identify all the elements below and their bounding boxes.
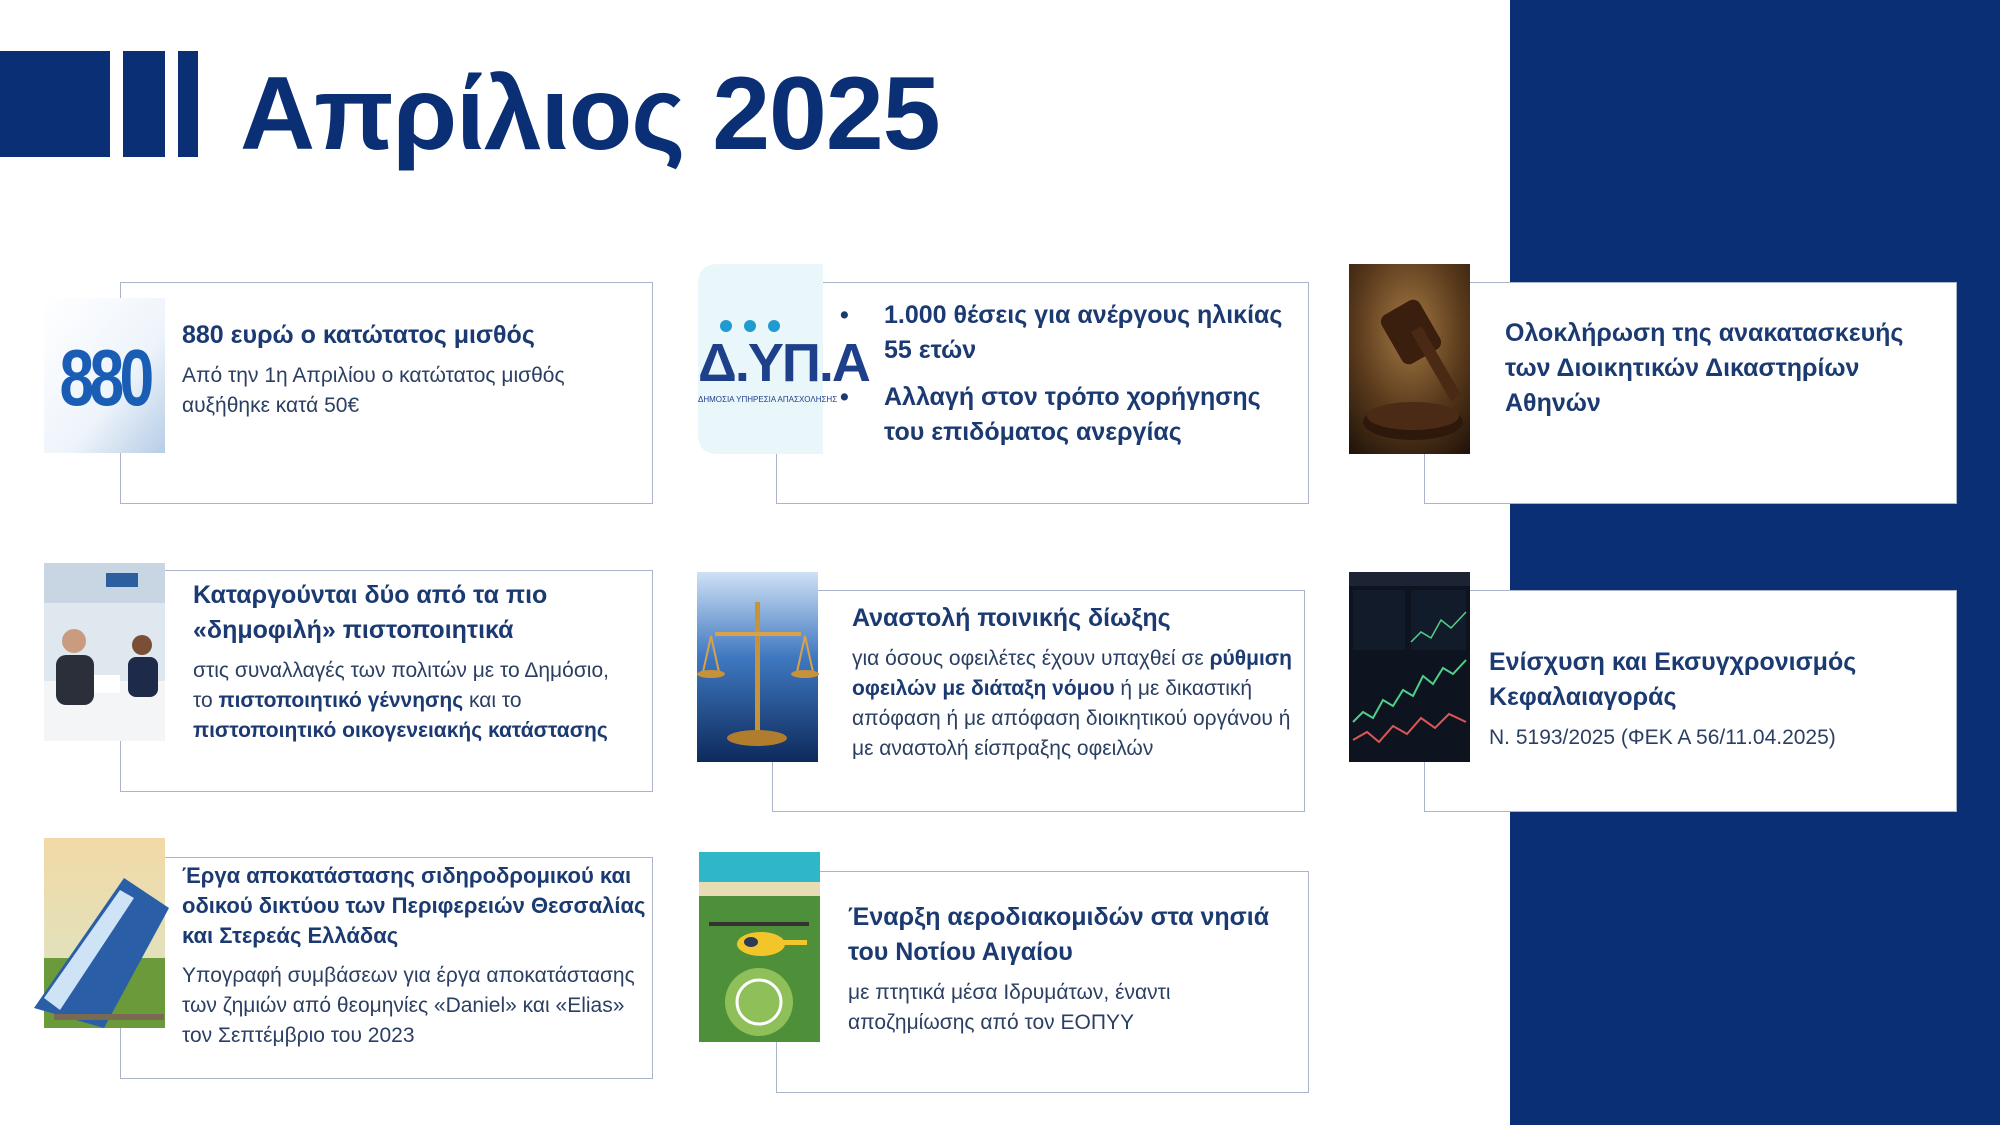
capital-market-text	[1489, 645, 1929, 753]
prosecution-body-2: ή με δικαστική απόφαση ή με απόφαση διοικητικού οργάνου ή με αναστολή είσπραξης οφειλών	[852, 677, 1291, 760]
courts-text	[1505, 316, 1935, 421]
wage-heading: 880 ευρώ ο κατώτατος μισθός	[182, 321, 535, 349]
certificates-body-2: και το	[463, 689, 522, 712]
air-medical-body: με πτητικά μέσα Ιδρυμάτων, έναντι αποζημίωσης από τον ΕΟΠΥΥ	[848, 981, 1171, 1034]
stock-market-chart-image	[1349, 572, 1470, 762]
courts-heading: Ολοκλήρωση της ανακατασκευής των Διοικητικών Δικαστηρίων Αθηνών	[1505, 319, 1904, 417]
air-medical-heading: Έναρξη αεροδιακομιδών στα νησιά του Νοτίου Αιγαίου	[848, 903, 1270, 966]
capital-market-body: Ν. 5193/2025 (ΦΕΚ Α 56/11.04.2025)	[1489, 726, 1836, 749]
title-decoration-block	[0, 51, 110, 157]
dypa-text	[836, 298, 1306, 462]
scales-of-justice-image	[697, 572, 818, 762]
wage-body: Από την 1η Απριλίου ο κατώτατος μισθός αυξήθηκε κατά 50€	[182, 364, 565, 417]
page-title: Απρίλιος 2025	[240, 56, 940, 172]
dypa-logo-image	[698, 264, 869, 454]
wage-880-image	[44, 298, 165, 453]
prosecution-body-1: για όσους οφειλέτες έχουν υπαχθεί σε	[852, 647, 1210, 670]
train-photo	[44, 838, 165, 1028]
certificates-body	[193, 656, 633, 746]
wage-880-logo-text: 880	[59, 333, 150, 422]
capital-market-heading: Ενίσχυση και Εκσυγχρονισμός Κεφαλαιαγοράς	[1489, 648, 1857, 711]
citizens-service-photo	[44, 563, 165, 741]
rail-text	[182, 861, 652, 1051]
dypa-bullet-2: • Αλλαγή στον τρόπο χορήγησης του επιδόματος ανεργίας	[836, 380, 1306, 450]
air-medical-text	[848, 900, 1298, 1038]
right-blue-band	[1510, 0, 2000, 1125]
wage-text	[182, 318, 632, 421]
certificates-body-bold-2: πιστοποιητικό οικογενειακής κατάστασης	[193, 719, 608, 742]
certificates-text	[193, 578, 633, 746]
prosecution-body	[852, 644, 1292, 764]
title-decoration-bar-2	[178, 51, 198, 157]
dypa-bullet-list	[836, 298, 1306, 450]
certificates-body-bold-1: πιστοποιητικό γέννησης	[218, 689, 464, 712]
rail-body: Υπογραφή συμβάσεων για έργα αποκατάστασης των ζημιών από θεομηνίες «Daniel» και «Elias» τον Σεπτέμβριο του 2023	[182, 964, 635, 1047]
prosecution-heading: Αναστολή ποινικής δίωξης	[852, 604, 1171, 632]
prosecution-text	[852, 601, 1292, 764]
certificates-body-1: στις συναλλαγές των πολιτών με το Δημόσιο, το	[193, 659, 609, 712]
rail-heading: Έργα αποκατάστασης σιδηροδρομικού και οδικού δικτύου των Περιφερειών Θεσσαλίας και Στερεάς Ελλάδας	[182, 863, 646, 948]
dypa-logo-text: Δ.ΥΠ.Α	[698, 333, 869, 393]
title-decoration-bar-1	[123, 51, 165, 157]
dypa-bullet-1: • 1.000 θέσεις για ανέργους ηλικίας 55 ετών	[836, 298, 1306, 368]
dypa-logo-subtext: ΔΗΜΟΣΙΑ ΥΠΗΡΕΣΙΑ ΑΠΑΣΧΟΛΗΣΗΣ	[698, 395, 838, 404]
gavel-image	[1349, 264, 1470, 454]
prosecution-body-bold: ρύθμιση οφειλών με διάταξη νόμου	[852, 647, 1293, 700]
helicopter-island-photo	[699, 852, 820, 1042]
certificates-heading: Καταργούνται δύο από τα πιο «δημοφιλή» πιστοποιητικά	[193, 581, 548, 644]
